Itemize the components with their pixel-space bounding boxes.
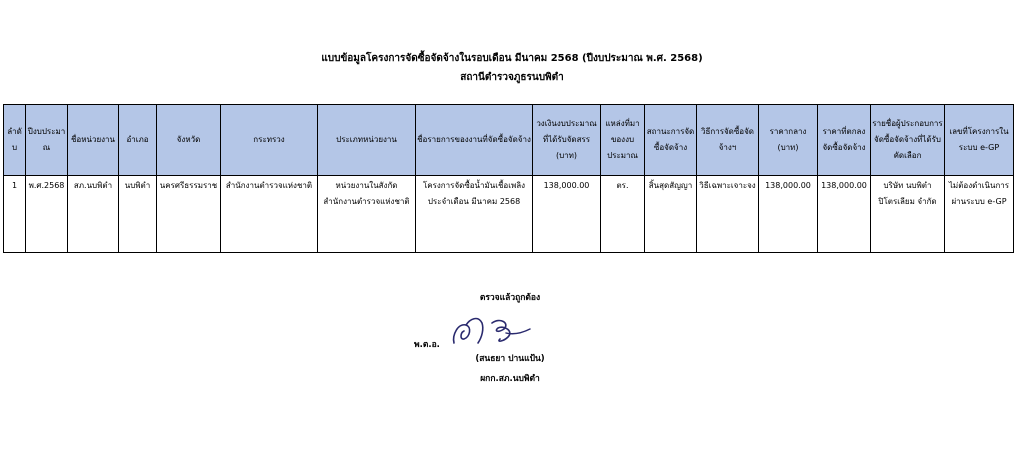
col-header-agreed-price: ราคาที่ตกลงจัดซื้อจัดจ้าง	[818, 105, 871, 176]
col-header-district: อำเภอ	[119, 105, 157, 176]
cell-district: นบพิตำ	[119, 176, 157, 253]
col-header-egp-number: เลขที่โครงการในระบบ e-GP	[945, 105, 1014, 176]
col-header-seq: ลำดับ	[4, 105, 26, 176]
col-header-method: วิธีการจัดซื้อจัดจ้างฯ	[697, 105, 759, 176]
cell-seq: 1	[4, 176, 26, 253]
cell-status: สิ้นสุดสัญญา	[645, 176, 697, 253]
document-subtitle: สถานีตำรวจภูธรนบพิตำ	[460, 72, 564, 83]
cell-fiscal-year: พ.ศ.2568	[26, 176, 68, 253]
cell-budget: 138,000.00	[533, 176, 601, 253]
table-row	[4, 176, 1014, 253]
cell-agency-type: หน่วยงานในสังกัดสำนักงานตำรวจแห่งชาติ	[318, 176, 416, 253]
col-header-status: สถานะการจัดซื้อจัดจ้าง	[645, 105, 697, 176]
cell-budget-source: ตร.	[601, 176, 645, 253]
cell-agreed-price: 138,000.00	[818, 176, 871, 253]
col-header-median-price: ราคากลาง (บาท)	[759, 105, 818, 176]
cell-egp-number: ไม่ต้องดำเนินการผ่านระบบ e-GP	[945, 176, 1014, 253]
col-header-item-name: ชื่อรายการของงานที่จัดซื้อจัดจ้าง	[416, 105, 533, 176]
col-header-budget-source: แหล่งที่มาของงบประมาณ	[601, 105, 645, 176]
signer-rank: พ.ต.อ.	[414, 340, 440, 350]
handwritten-signature	[448, 313, 538, 347]
signer-name: (สนธยา ปานแป้น)	[475, 354, 545, 364]
cell-item-name: โครงการจัดซื้อน้ำมันเชื้อเพลิงประจำเดือน มีนาคม 2568	[416, 176, 533, 253]
col-header-province: จังหวัด	[157, 105, 221, 176]
cell-median-price: 138,000.00	[759, 176, 818, 253]
col-header-agency: ชื่อหน่วยงาน	[68, 105, 119, 176]
col-header-agency-type: ประเภทหน่วยงาน	[318, 105, 416, 176]
cell-province: นครศรีธรรมราช	[157, 176, 221, 253]
col-header-ministry: กระทรวง	[221, 105, 318, 176]
cell-method: วิธีเฉพาะเจาะจง	[697, 176, 759, 253]
cell-vendor: บริษัท นบพิตำปิโตรเลียม จำกัด	[871, 176, 945, 253]
document-title: แบบข้อมูลโครงการจัดซื้อจัดจ้างในรอบเดือน มีนาคม 2568 (ปีงบประมาณ พ.ศ. 2568)	[321, 53, 703, 64]
cell-ministry: สำนักงานตำรวจแห่งชาติ	[221, 176, 318, 253]
col-header-fiscal-year: ปีงบประมาณ	[26, 105, 68, 176]
table-header-row	[4, 105, 1014, 176]
cell-agency: สภ.นบพิตำ	[68, 176, 119, 253]
verified-label: ตรวจแล้วถูกต้อง	[479, 293, 541, 303]
col-header-vendor: รายชื่อผู้ประกอบการจัดซื้อจัดจ้างที่ได้รับคัดเลือก	[871, 105, 945, 176]
signer-position: ผกก.สภ.นบพิตำ	[480, 374, 540, 384]
col-header-budget: วงเงินงบประมาณที่ได้รับจัดสรร (บาท)	[533, 105, 601, 176]
procurement-table	[3, 104, 1014, 253]
